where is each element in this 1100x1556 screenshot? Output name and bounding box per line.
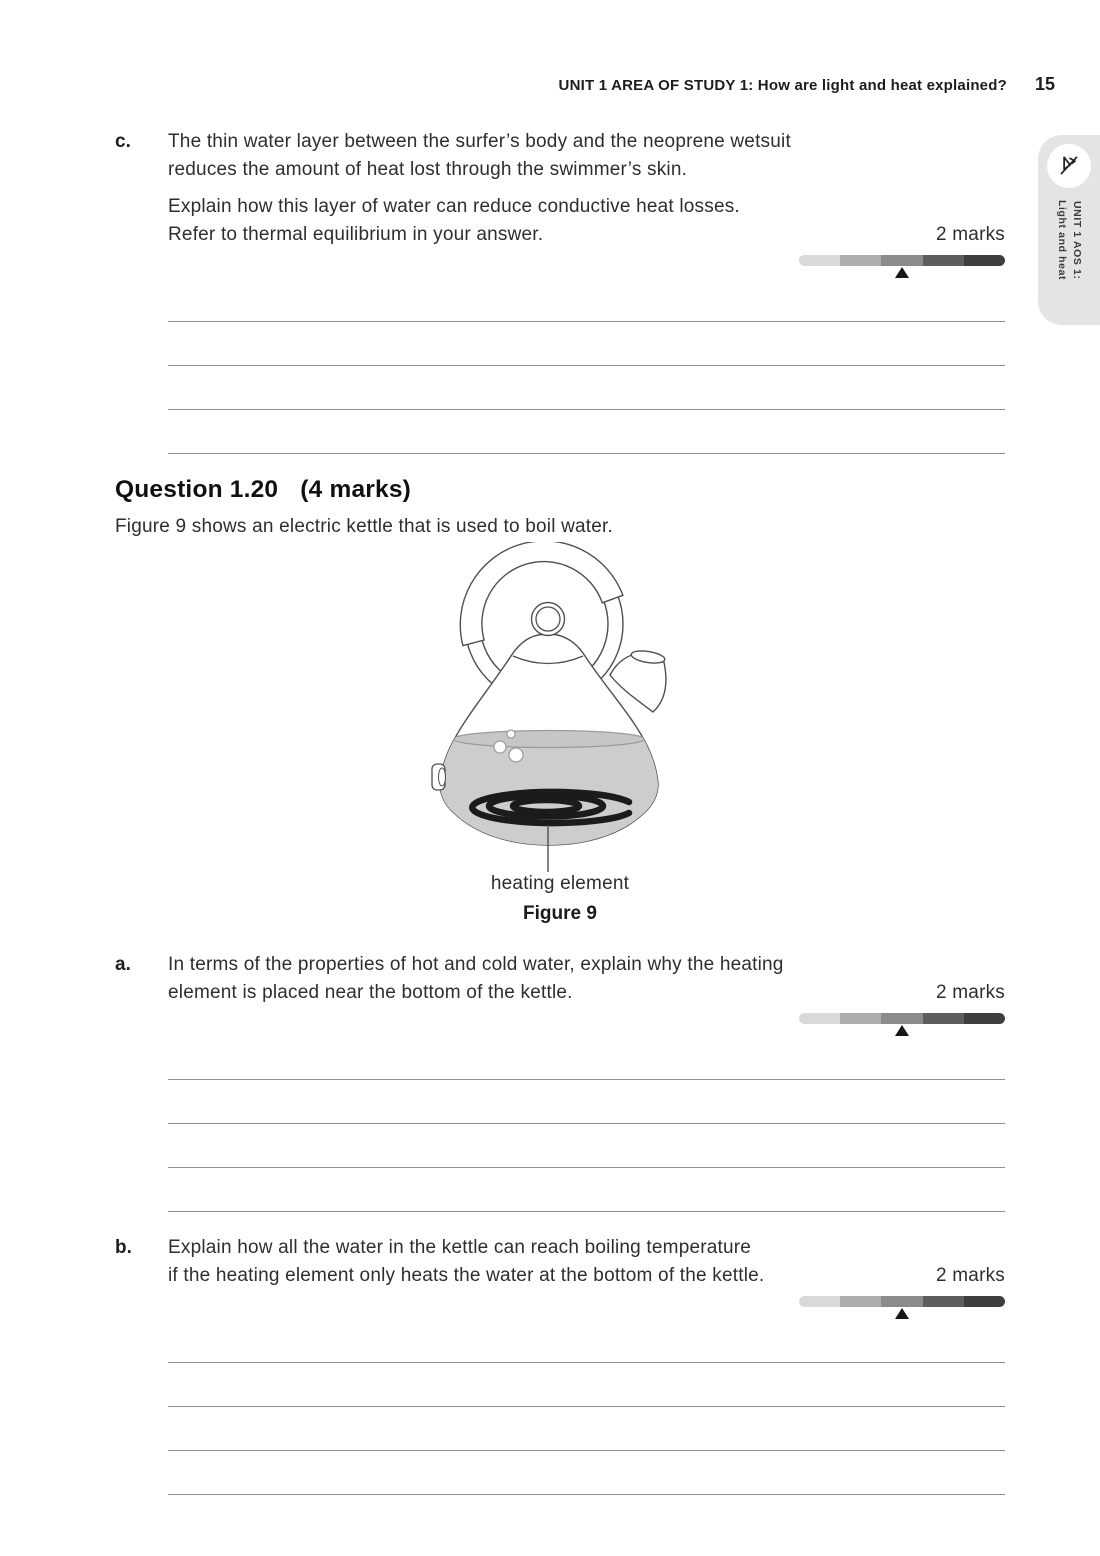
- difficulty-bar-segment: [881, 1296, 922, 1307]
- difficulty-bar-track: [799, 1296, 1005, 1307]
- question-c: [115, 128, 1005, 454]
- answer-area-c: [168, 278, 1005, 454]
- answer-area-b: [168, 1319, 1005, 1495]
- figure-block: [115, 542, 1005, 925]
- difficulty-bar-segment: [923, 1013, 964, 1024]
- question-a-label: a.: [115, 954, 131, 975]
- answer-line: [168, 1036, 1005, 1080]
- intro-text: Figure 9 shows an electric kettle that is used to boil water.: [115, 516, 613, 537]
- question-text: element is placed near the bottom of the kettle.: [168, 981, 573, 1003]
- difficulty-pointer-icon: [895, 1308, 909, 1319]
- kettle-water: [435, 731, 665, 847]
- question-b-label: b.: [115, 1237, 132, 1258]
- marks-value: 2 marks: [936, 223, 1005, 245]
- answer-line: [168, 366, 1005, 410]
- question-b-body: [168, 1234, 1005, 1495]
- question-text-line: Explain how all the water in the kettle can reach boiling temperature: [168, 1237, 752, 1258]
- answer-line: [168, 410, 1005, 454]
- difficulty-bar-segment: [881, 1013, 922, 1024]
- question-c-paragraph-2: [168, 193, 1005, 248]
- page-number: 15: [1034, 74, 1055, 94]
- difficulty-bar-segment: [799, 255, 840, 266]
- difficulty-bar-segment: [881, 255, 922, 266]
- answer-line: [168, 278, 1005, 322]
- answer-area-a: [168, 1036, 1005, 1212]
- difficulty-bar-segment: [799, 1296, 840, 1307]
- question-b: [115, 1234, 1005, 1495]
- kettle-illustration: [410, 542, 710, 874]
- question-heading: [115, 476, 1005, 504]
- difficulty-bar: [799, 255, 1005, 278]
- question-text: Refer to thermal equilibrium in your answer.: [168, 223, 544, 245]
- answer-line: [168, 1124, 1005, 1168]
- difficulty-pointer-icon: [895, 1025, 909, 1036]
- content-column: [115, 128, 1005, 1495]
- side-tab-label: [1054, 200, 1084, 280]
- difficulty-bar-segment: [799, 1013, 840, 1024]
- answer-line: [168, 322, 1005, 366]
- answer-line: [168, 1407, 1005, 1451]
- difficulty-bar-segment: [923, 255, 964, 266]
- difficulty-bar-segment: [964, 1296, 1005, 1307]
- question-text-line: The thin water layer between the surfer’s body and the neoprene wetsuit: [168, 131, 791, 152]
- difficulty-pointer-icon: [895, 267, 909, 278]
- page-header: [559, 74, 1055, 95]
- question-text-line: [168, 221, 1005, 249]
- difficulty-bar-segment: [840, 1013, 881, 1024]
- answer-line: [168, 1319, 1005, 1363]
- answer-line: [168, 1080, 1005, 1124]
- answer-line: [168, 1451, 1005, 1495]
- question-c-label: c.: [115, 131, 131, 152]
- question-heading-marks: (4 marks): [300, 476, 412, 503]
- question-text-line: reduces the amount of heat lost through the swimmer’s skin.: [168, 158, 688, 180]
- figure-label: heating element: [490, 873, 630, 894]
- question-a-body: [168, 951, 1005, 1212]
- light-icon: [1056, 153, 1082, 179]
- difficulty-bar-segment: [840, 1296, 881, 1307]
- question-a: [115, 951, 1005, 1212]
- question-c-body: [168, 128, 1005, 454]
- question-text: if the heating element only heats the water at the bottom of the kettle.: [168, 1264, 765, 1286]
- side-tab-label-line2: Light and heat: [1056, 200, 1068, 281]
- answer-line: [168, 1363, 1005, 1407]
- question-text-line: [168, 1262, 1005, 1290]
- marks-value: 2 marks: [936, 1264, 1005, 1286]
- difficulty-bar: [799, 1013, 1005, 1036]
- difficulty-bar-segment: [840, 255, 881, 266]
- question-text-line: In terms of the properties of hot and cold water, explain why the heating: [168, 954, 784, 975]
- question-heading-title: Question 1.20: [115, 476, 279, 503]
- difficulty-bar-track: [799, 1013, 1005, 1024]
- side-tab: [1038, 135, 1100, 325]
- question-a-paragraph: [168, 951, 1005, 1006]
- side-tab-icon-circle: [1047, 144, 1091, 188]
- question-text-line: [168, 979, 1005, 1007]
- difficulty-bar-segment: [964, 1013, 1005, 1024]
- marks-value: 2 marks: [936, 981, 1005, 1003]
- figure-caption: Figure 9: [523, 903, 597, 924]
- question-c-paragraph-1: [168, 128, 1005, 183]
- kettle-switch-tab: [432, 764, 446, 790]
- answer-line: [168, 1168, 1005, 1212]
- question-b-paragraph: [168, 1234, 1005, 1289]
- side-tab-label-line1: UNIT 1 AOS 1:: [1071, 200, 1083, 280]
- difficulty-bar-segment: [964, 255, 1005, 266]
- question-text-line: Explain how this layer of water can reduce conductive heat losses.: [168, 196, 740, 217]
- difficulty-bar-track: [799, 255, 1005, 266]
- header-title: UNIT 1 AREA OF STUDY 1: How are light and heat explained?: [558, 77, 1007, 94]
- difficulty-bar-segment: [923, 1296, 964, 1307]
- kettle-lid-knob: [532, 603, 565, 636]
- difficulty-bar: [799, 1296, 1005, 1319]
